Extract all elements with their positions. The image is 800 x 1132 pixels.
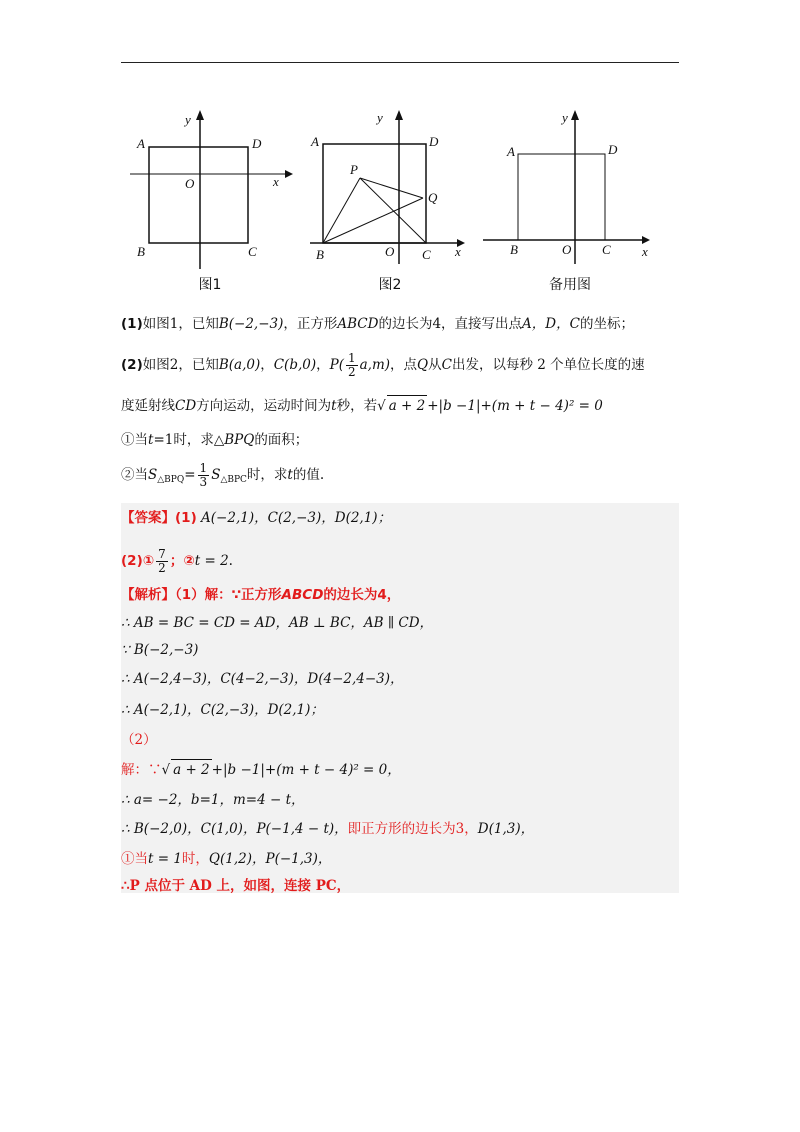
q2-prefix: (2) [121, 357, 143, 373]
q1-point: B(−2,−3) [218, 316, 284, 332]
answer-2-sep: ； [169, 553, 184, 569]
q2-text-a: 如图2，已知 [142, 357, 219, 373]
solution-9-end: D(1,3)， [477, 821, 535, 837]
q2-comma-2: ， [316, 357, 330, 373]
solution-line-7 [121, 759, 401, 780]
sub2-s1: S [148, 467, 158, 483]
sub1-b: =1时，求△ [153, 432, 225, 448]
q1-text-b: ，正方形 [283, 316, 338, 332]
q2-cd: CD [175, 398, 197, 414]
solution-line-6: （2） [121, 732, 157, 748]
fig3-d-label: D [608, 142, 618, 157]
fig2-a-label: A [311, 134, 319, 149]
q2-text-b: ，点 [390, 357, 418, 373]
figure-3 [480, 104, 660, 304]
fig1-caption: 图1 [198, 277, 222, 293]
sub2-sub1: △BPQ [157, 475, 185, 485]
solution-line-3: ∵ B(−2,−3) [121, 642, 199, 658]
sub2-s2: S [211, 467, 221, 483]
sub2-den: 3 [199, 475, 208, 489]
solution-7-sqrt: a + 2 [171, 759, 212, 780]
solution-line-5: ∴ A(−2,1)，C(2,−3)，D(2,1)； [121, 702, 324, 718]
solution-7-pre: 解：∵ [121, 762, 162, 778]
sub2-t: t [287, 467, 293, 483]
fig1-x-label: x [273, 174, 279, 189]
q2-q: Q [417, 357, 429, 373]
sub1-bpq: BPQ [224, 432, 255, 448]
sub2-fraction [198, 462, 210, 489]
q1-square: ABCD [337, 316, 379, 332]
solution-10-t: t = 1 [148, 851, 182, 867]
fig1-o-label: O [185, 176, 195, 191]
q2-line2-b: 方向运动，运动时间为 [196, 398, 332, 414]
fig2-p-label: P [350, 162, 358, 177]
sub2-num: 1 [199, 461, 208, 475]
q2-p-fraction [346, 352, 358, 379]
q2-b-point: B(a,0) [218, 357, 261, 373]
answer-tag: 【答案】 [121, 510, 175, 526]
sub2-b: 时，求 [246, 467, 288, 483]
solution-1: （1）解：∵正方形 [175, 587, 282, 603]
solution-1-abcd: ABCD [281, 587, 324, 603]
q2-sqrt: a + 2 [387, 395, 428, 416]
q2-comma-1: ， [260, 357, 274, 373]
header-rule [121, 62, 679, 63]
question-1 [121, 314, 681, 334]
answer-2-t: t = 2 [194, 553, 229, 569]
fig2-b-label: B [316, 247, 324, 262]
sub1-a: ①当 [121, 432, 148, 448]
sub2-sub2: △BPC [220, 475, 247, 485]
sub2-eq: = [184, 467, 196, 483]
sub1-t: t [148, 432, 154, 448]
answer-2-fraction [156, 548, 168, 575]
solution-line-8: ∴ a= −2，b=1，m=4 − t， [121, 792, 305, 808]
fig2-d-label: D [429, 134, 439, 149]
solution-9-red: 即正方形的边长为3， [347, 821, 478, 837]
fig3-b-label: B [510, 242, 518, 257]
solution-line-1 [121, 585, 400, 605]
q2-c: C [441, 357, 452, 373]
solution-line-4: ∴ A(−2,4−3)，C(4−2,−3)，D(4−2,4−3)， [121, 671, 404, 687]
fig3-a-label: A [507, 144, 515, 159]
q1-points: A，D，C [522, 316, 580, 332]
q1-text-a: 如图1，已知 [142, 316, 219, 332]
fig2-o-label: O [385, 244, 395, 259]
sub1-c: 的面积； [254, 432, 309, 448]
fig2-x-label: x [455, 244, 461, 259]
q1-text-e: 的坐标； [579, 316, 634, 332]
question-2-line-2 [121, 395, 681, 416]
solution-10-red1: ①当 [121, 851, 148, 867]
q2-line2-a: 度延射线 [121, 398, 175, 414]
answer-line-1 [121, 508, 391, 528]
solution-tag: 【解析】 [121, 587, 175, 603]
answer-2-den: 2 [158, 561, 166, 575]
q1-text-c: 的边长为4，直接写出点 [378, 316, 523, 332]
sqrt-sign-2: √ [161, 762, 171, 778]
solution-line-9 [121, 819, 534, 839]
figure-1 [125, 104, 295, 304]
q2-eq-rest: +|b −1|+(m + t − 4)² = 0 [427, 398, 603, 414]
answer-line-2 [121, 548, 233, 575]
q2-c-point: C(b,0) [273, 357, 317, 373]
fig3-o-label: O [562, 242, 572, 257]
sub-question-1 [121, 430, 681, 450]
fig3-y-label: y [562, 110, 568, 125]
q2-line2-c: 秒，若 [336, 398, 378, 414]
fig2-caption: 图2 [378, 277, 402, 293]
fig2-y-label: y [377, 110, 383, 125]
answer-2-num: 7 [158, 547, 166, 561]
q2-p-num: 1 [347, 351, 356, 365]
q2-p-post: a,m) [359, 357, 391, 373]
question-2 [121, 352, 681, 379]
fig1-y-label: y [185, 112, 191, 127]
solution-10-red2: 时， [181, 851, 209, 867]
fig2-q-label: Q [428, 190, 438, 205]
solution-line-2: ∴ AB = BC = CD = AD，AB ⊥ BC，AB ∥ CD， [121, 615, 434, 631]
answer-2-prefix: (2) [121, 553, 143, 569]
sqrt-sign: √ [377, 398, 386, 414]
q2-p-pre: P( [329, 357, 344, 373]
fig3-x-label: x [642, 244, 648, 259]
solution-1-end: 的边长为4， [323, 587, 401, 603]
fig1-a-label: A [137, 136, 145, 151]
q2-text-d: 出发，以每秒 2 个单位长度的速 [451, 357, 645, 373]
fig1-c-label: C [248, 244, 257, 259]
solution-line-10 [121, 849, 331, 869]
solution-7-rest: +|b −1|+(m + t − 4)² = 0， [211, 762, 401, 778]
solution-9-math: ∴ B(−2,0)，C(1,0)，P(−1,4 − t)， [121, 821, 348, 837]
solution-10-rest: Q(1,2)，P(−1,3)， [208, 851, 332, 867]
fig3-c-label: C [602, 242, 611, 257]
answer-1-content: A(−2,1)，C(2,−3)，D(2,1)； [201, 510, 392, 526]
q1-prefix: (1) [121, 316, 143, 332]
answer-1-prefix: (1) [175, 510, 197, 526]
sub2-a: ②当 [121, 467, 148, 483]
figure-2 [305, 104, 475, 304]
sub2-c: 的值. [292, 467, 325, 483]
q2-p-den: 2 [347, 365, 356, 379]
answer-2-circ2: ② [183, 553, 195, 569]
sub-question-2 [121, 462, 681, 490]
fig1-d-label: D [252, 136, 262, 151]
q2-text-c: 从 [428, 357, 442, 373]
answer-2-end: . [228, 553, 233, 569]
answer-2-circ1: ① [142, 553, 155, 569]
q2-t: t [331, 398, 337, 414]
fig1-b-label: B [137, 244, 145, 259]
solution-line-11: ∴P 点位于 AD 上，如图，连接 PC， [121, 878, 351, 894]
fig2-c-label: C [422, 247, 431, 262]
fig3-caption: 备用图 [549, 277, 591, 293]
